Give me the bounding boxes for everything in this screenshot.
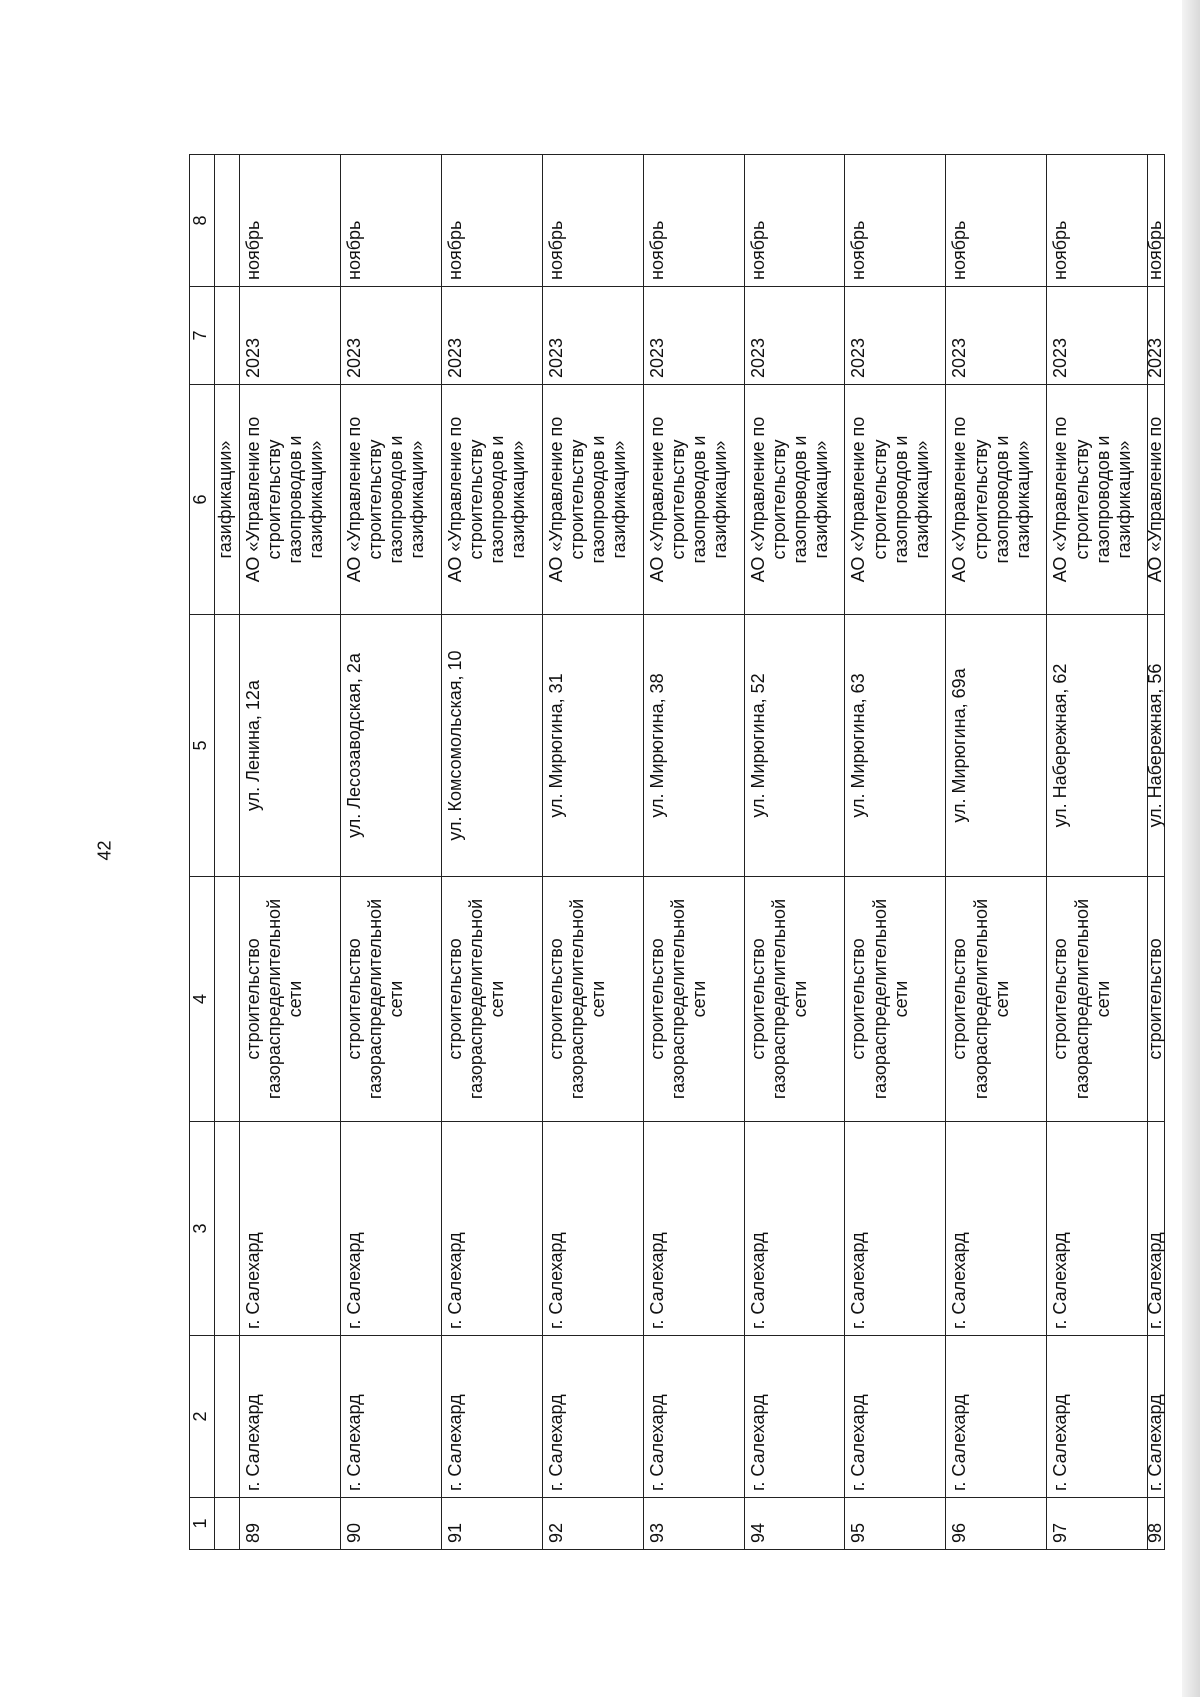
continuation-cell-4	[215, 877, 239, 1122]
table-cell-col-1: 97	[1047, 1498, 1148, 1550]
table-cell-col-6: АО «Управление по	[1148, 385, 1165, 615]
table-row	[744, 155, 845, 1550]
table-row	[643, 155, 744, 1550]
table-cell-col-5: ул. Мирюгина, 31	[542, 615, 643, 877]
table-cell-col-1: 96	[946, 1498, 1047, 1550]
table-cell-col-8: ноябрь	[643, 155, 744, 287]
table-cell-col-2: г. Салехард	[643, 1336, 744, 1498]
header-row	[190, 155, 215, 1550]
table-cell-col-5: ул. Ленина, 12а	[239, 615, 340, 877]
scan-edge	[1182, 0, 1200, 1697]
header-cell-3: 3	[190, 1122, 215, 1336]
table-cell-col-3: г. Салехард	[845, 1122, 946, 1336]
table-cell-col-8: ноябрь	[340, 155, 441, 287]
table-cell-col-2: г. Салехард	[542, 1336, 643, 1498]
table-cell-col-4: строительство газораспределительной сети	[542, 877, 643, 1122]
table-cell-col-6: АО «Управление по строительству газопроводов и газификации»	[542, 385, 643, 615]
table-cell-col-5: ул. Мирюгина, 69а	[946, 615, 1047, 877]
table-cell-col-1: 91	[441, 1498, 542, 1550]
table-cell-col-1: 92	[542, 1498, 643, 1550]
table-cell-col-2: г. Салехард	[239, 1336, 340, 1498]
table-cell-col-6: АО «Управление по строительству газопроводов и газификации»	[643, 385, 744, 615]
table-cell-col-2: г. Салехард	[1148, 1336, 1165, 1498]
table-cell-col-4: строительство газораспределительной сети	[340, 877, 441, 1122]
header-cell-8: 8	[190, 155, 215, 287]
table-cell-col-5: ул. Набережная, 56	[1148, 615, 1165, 877]
header-cell-7: 7	[190, 287, 215, 385]
continuation-cell-8	[215, 155, 239, 287]
continuation-cell-2	[215, 1336, 239, 1498]
page-number: 42	[94, 840, 115, 861]
table-cell-col-8: ноябрь	[744, 155, 845, 287]
table-cell-col-6: АО «Управление по строительству газопроводов и газификации»	[845, 385, 946, 615]
table-cell-col-6: АО «Управление по строительству газопроводов и газификации»	[946, 385, 1047, 615]
table-row	[946, 155, 1047, 1550]
table-row	[845, 155, 946, 1550]
object-table	[189, 154, 1165, 1550]
continuation-cell-3	[215, 1122, 239, 1336]
rotated-table-wrapper	[189, 155, 1165, 1550]
table-row-partial	[1148, 155, 1165, 1550]
table-cell-col-3: г. Салехард	[1047, 1122, 1148, 1336]
header-cell-4: 4	[190, 877, 215, 1122]
table-cell-col-3: г. Салехард	[744, 1122, 845, 1336]
table-cell-col-2: г. Салехард	[946, 1336, 1047, 1498]
table-cell-col-7: 2023	[643, 287, 744, 385]
table-cell-col-7: 2023	[744, 287, 845, 385]
table-cell-col-5: ул. Комсомольская, 10	[441, 615, 542, 877]
table-cell-col-4: строительство газораспределительной сети	[845, 877, 946, 1122]
table-cell-col-3: г. Салехард	[1148, 1122, 1165, 1336]
table-cell-col-4: строительство газораспределительной сети	[643, 877, 744, 1122]
header-cell-6: 6	[190, 385, 215, 615]
table-cell-col-5: ул. Набережная, 62	[1047, 615, 1148, 877]
continuation-cell-6: газификации»	[215, 385, 239, 615]
table-cell-col-1: 95	[845, 1498, 946, 1550]
table-cell-col-8: ноябрь	[1148, 155, 1165, 287]
table-cell-col-4: строительство газораспределительной сети	[946, 877, 1047, 1122]
table-cell-col-7: 2023	[1148, 287, 1165, 385]
table-cell-col-5: ул. Лесозаводская, 2а	[340, 615, 441, 877]
continuation-cell-1	[215, 1498, 239, 1550]
table-cell-col-7: 2023	[340, 287, 441, 385]
table-cell-col-3: г. Салехард	[643, 1122, 744, 1336]
table-cell-col-6: АО «Управление по строительству газопроводов и газификации»	[340, 385, 441, 615]
table-cell-col-6: АО «Управление по строительству газопроводов и газификации»	[441, 385, 542, 615]
table-cell-col-1: 94	[744, 1498, 845, 1550]
table-cell-col-8: ноябрь	[946, 155, 1047, 287]
continuation-cell-5	[215, 615, 239, 877]
continuation-row	[215, 155, 239, 1550]
table-cell-col-3: г. Салехард	[239, 1122, 340, 1336]
table-cell-col-4: строительство газораспределительной сети	[441, 877, 542, 1122]
header-cell-5: 5	[190, 615, 215, 877]
table-cell-col-1: 93	[643, 1498, 744, 1550]
table-cell-col-4: строительство газораспределительной сети	[1047, 877, 1148, 1122]
table-cell-col-5: ул. Мирюгина, 63	[845, 615, 946, 877]
table-cell-col-7: 2023	[441, 287, 542, 385]
table-cell-col-4: строительство	[1148, 877, 1165, 1122]
table-cell-col-7: 2023	[239, 287, 340, 385]
table-cell-col-7: 2023	[845, 287, 946, 385]
header-cell-1: 1	[190, 1498, 215, 1550]
table-cell-col-2: г. Салехард	[1047, 1336, 1148, 1498]
table-cell-col-5: ул. Мирюгина, 52	[744, 615, 845, 877]
continuation-cell-7	[215, 287, 239, 385]
table-cell-col-7: 2023	[1047, 287, 1148, 385]
table-cell-col-7: 2023	[946, 287, 1047, 385]
table-cell-col-7: 2023	[542, 287, 643, 385]
table-cell-col-2: г. Салехард	[744, 1336, 845, 1498]
table-cell-col-8: ноябрь	[845, 155, 946, 287]
table-cell-col-5: ул. Мирюгина, 38	[643, 615, 744, 877]
table-cell-col-3: г. Салехард	[542, 1122, 643, 1336]
header-cell-2: 2	[190, 1336, 215, 1498]
table-row	[1047, 155, 1148, 1550]
table-cell-col-8: ноябрь	[239, 155, 340, 287]
table-cell-col-8: ноябрь	[1047, 155, 1148, 287]
table-row	[239, 155, 340, 1550]
table-cell-col-4: строительство газораспределительной сети	[239, 877, 340, 1122]
table-cell-col-2: г. Салехард	[845, 1336, 946, 1498]
table-cell-col-1: 89	[239, 1498, 340, 1550]
table-cell-col-1: 90	[340, 1498, 441, 1550]
table-cell-col-8: ноябрь	[542, 155, 643, 287]
table-cell-col-1: 98	[1148, 1498, 1165, 1550]
table-cell-col-3: г. Салехард	[340, 1122, 441, 1336]
table-cell-col-6: АО «Управление по строительству газопроводов и газификации»	[744, 385, 845, 615]
table-cell-col-2: г. Салехард	[441, 1336, 542, 1498]
table-cell-col-3: г. Салехард	[441, 1122, 542, 1336]
table-row	[542, 155, 643, 1550]
table-cell-col-2: г. Салехард	[340, 1336, 441, 1498]
table-cell-col-8: ноябрь	[441, 155, 542, 287]
table-cell-col-4: строительство газораспределительной сети	[744, 877, 845, 1122]
table-cell-col-6: АО «Управление по строительству газопроводов и газификации»	[1047, 385, 1148, 615]
table-row	[441, 155, 542, 1550]
table-cell-col-3: г. Салехард	[946, 1122, 1047, 1336]
table-cell-col-6: АО «Управление по строительству газопроводов и газификации»	[239, 385, 340, 615]
table-row	[340, 155, 441, 1550]
